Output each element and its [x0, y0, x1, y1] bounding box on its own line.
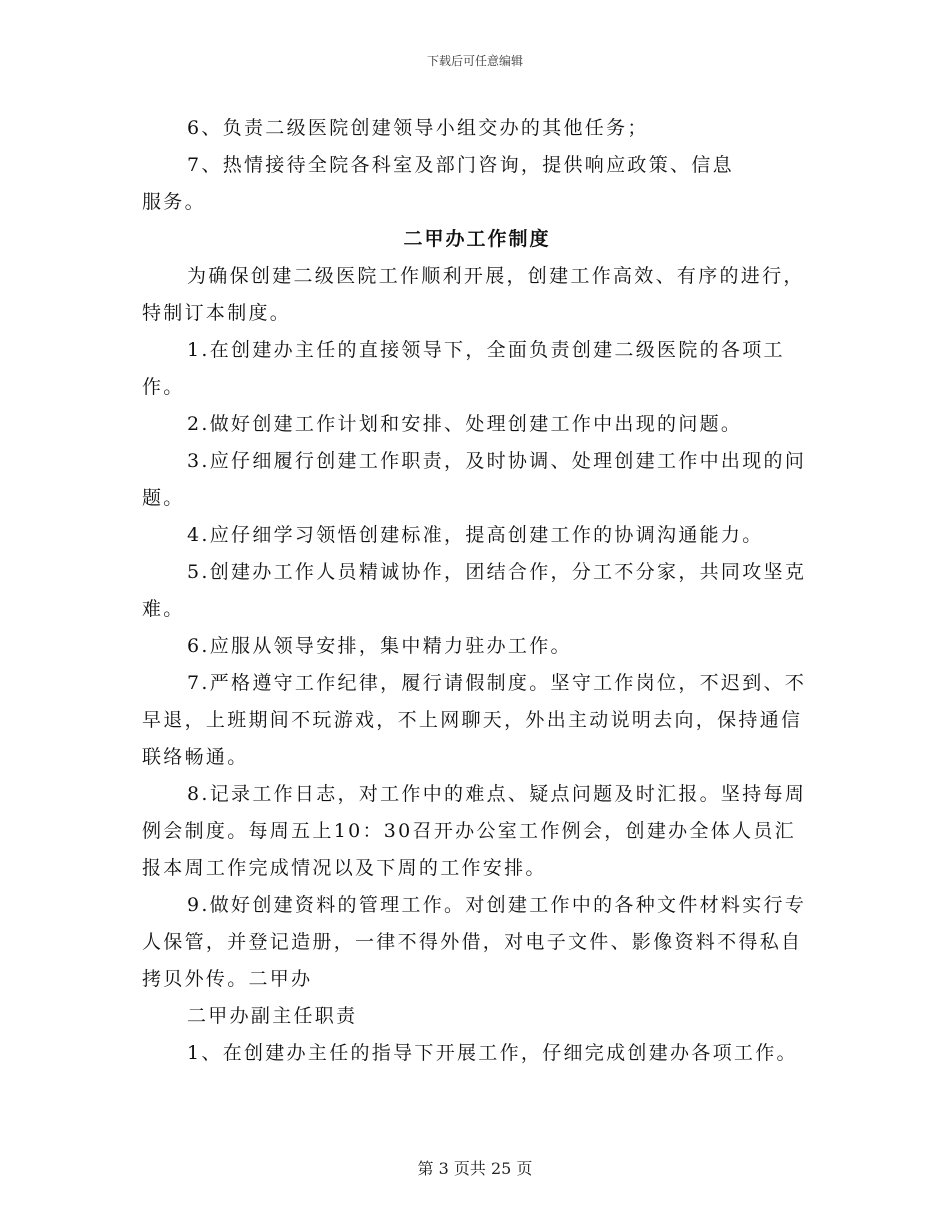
paragraph-deputy-duty-1: 1、在创建办主任的指导下开展工作，仔细完成创建办各项工作。: [187, 1042, 798, 1064]
paragraph-rule-9: 9.做好创建资料的管理工作。对创建工作中的各种文件材料实行专人保管，并登记造册，一律不得外借，对电子文件、影像资料不得私自拷贝外传。二甲办: [142, 894, 807, 990]
paragraph-rule-1: 1.在创建办主任的直接领导下，全面负责创建二级医院的各项工作。: [142, 339, 785, 398]
paragraph-rule-7: 7.严格遵守工作纪律，履行请假制度。坚守工作岗位，不迟到、不早退，上班期间不玩游戏，不上网聊天，外出主动说明去向，保持通信联络畅通。: [142, 672, 807, 768]
paragraph-rule-3: 3.应仔细履行创建工作职责，及时协调、处理创建工作中出现的问题。: [142, 450, 807, 509]
paragraph-rule-5: 5.创建办工作人员精诚协作，团结合作，分工不分家，共同攻坚克难。: [142, 561, 807, 620]
subsection-heading: 二甲办副主任职责: [187, 1005, 358, 1027]
paragraph-rule-4: 4.应仔细学习领悟创建标准，提高创建工作的协调沟通能力。: [187, 524, 764, 546]
header-note: 下载后可任意编辑: [426, 54, 523, 68]
paragraph-rule-2: 2.做好创建工作计划和安排、处理创建工作中出现的问题。: [187, 413, 743, 435]
paragraph-intro: 为确保创建二级医院工作顺利开展，创建工作高效、有序的进行，特制订本制度。: [142, 265, 805, 324]
paragraph-rule-6: 6.应服从领导安排，集中精力驻办工作。: [187, 635, 572, 657]
page-number: 第 3 页共 25 页: [417, 1159, 533, 1178]
document-body: [142, 110, 812, 1072]
paragraph-task-6: 6、负责二级医院创建领导小组交办的其他任务；: [187, 117, 649, 139]
paragraph-rule-8: 8.记录工作日志，对工作中的难点、疑点问题及时汇报。坚持每周例会制度。每周五上10：30召开办公室工作例会，创建办全体人员汇报本周工作完成情况以及下周的工作安排。: [142, 783, 807, 879]
section-title: 二甲办工作制度: [403, 228, 551, 250]
paragraph-task-7: 7、热情接待全院各科室及部门咨询，提供响应政策、信息服务。: [142, 154, 734, 213]
